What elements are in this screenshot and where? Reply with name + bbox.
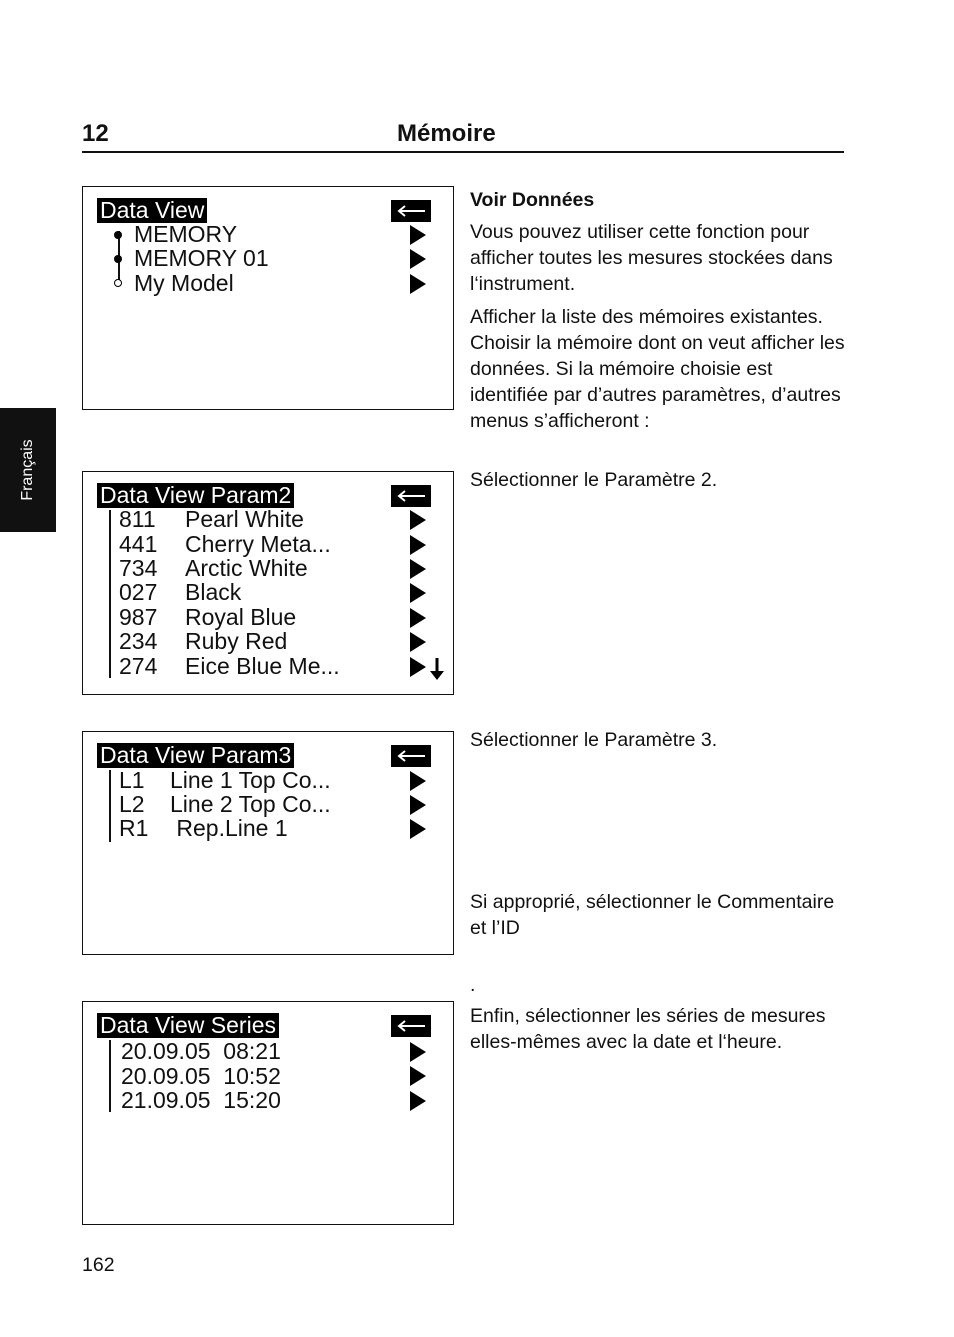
paragraph: Afficher la liste des mémoires existantes. Choisir la mémoire dont on veut afficher les données. Si la mémoire choisie est identifiée par d’autres paramètres, d’autres menus s’afficheront :: [470, 306, 845, 432]
param-label[interactable]: Line 2 Top Co...: [170, 791, 331, 817]
series-text: [470, 974, 845, 1055]
paragraph: Sélectionner le Paramètre 3.: [470, 729, 718, 751]
right-triangle-icon[interactable]: [410, 795, 426, 815]
list-item[interactable]: MEMORY: [134, 221, 238, 247]
filled-node-icon: [114, 255, 122, 263]
screen-data-view-param3: [82, 731, 454, 955]
page-title: Mémoire: [397, 120, 496, 147]
back-arrow-icon[interactable]: [391, 200, 431, 222]
param3-text: [470, 727, 845, 753]
screen-data-view-param2: [82, 471, 454, 695]
param2-text: [470, 467, 845, 493]
screen-title: Data View: [97, 198, 207, 223]
right-triangle-icon[interactable]: [410, 819, 426, 839]
param-label[interactable]: Ruby Red: [185, 628, 288, 654]
param-code: L2: [119, 791, 145, 817]
page-number: 162: [82, 1254, 115, 1276]
param-code: 027: [119, 579, 158, 605]
comment-text: [470, 889, 845, 941]
series-item[interactable]: 20.09.05 08:21: [121, 1038, 281, 1064]
section-heading: Voir Données: [470, 189, 595, 211]
screen-data-view-series: [82, 1001, 454, 1225]
param-label[interactable]: Cherry Meta...: [185, 531, 331, 557]
right-triangle-icon[interactable]: [410, 249, 426, 269]
down-arrow-icon[interactable]: [429, 657, 445, 686]
paragraph: Si approprié, sélectionner le Commentaire et l’ID: [470, 891, 835, 939]
paragraph: Vous pouvez utiliser cette fonction pour afficher toutes les mesures stockées dans l‘instrument.: [470, 221, 833, 295]
chapter-number: 12: [82, 120, 109, 147]
back-arrow-icon[interactable]: [391, 745, 431, 767]
intro-text: [470, 187, 845, 434]
right-triangle-icon[interactable]: [410, 632, 426, 652]
param-label[interactable]: Line 1 Top Co...: [170, 767, 331, 793]
param-code: 987: [119, 604, 158, 630]
param-code: 234: [119, 628, 158, 654]
param-code: 441: [119, 531, 158, 557]
screen-title: Data View Param2: [97, 483, 294, 508]
right-triangle-icon[interactable]: [410, 274, 426, 294]
right-triangle-icon[interactable]: [410, 1066, 426, 1086]
param-code: 274: [119, 653, 158, 679]
header-rule: [82, 151, 844, 153]
param-label[interactable]: Arctic White: [185, 555, 308, 581]
filled-node-icon: [114, 231, 122, 239]
paragraph: Enfin, sélectionner les séries de mesures elles-mêmes avec la date et l‘heure.: [470, 1005, 826, 1053]
screen-data-view: [82, 186, 454, 410]
right-triangle-icon[interactable]: [410, 583, 426, 603]
param-label[interactable]: Royal Blue: [185, 604, 297, 630]
series-item[interactable]: 20.09.05 10:52: [121, 1063, 281, 1089]
language-tab-label: Français: [19, 439, 36, 501]
paragraph-dot: .: [470, 974, 476, 996]
screen-title: Data View Param3: [97, 743, 294, 768]
hollow-node-icon: [114, 279, 122, 287]
list-bracket: [109, 1040, 111, 1112]
language-tab: [0, 408, 56, 532]
list-item[interactable]: My Model: [134, 270, 234, 296]
right-triangle-icon[interactable]: [410, 608, 426, 628]
param-label[interactable]: Rep.Line 1: [170, 815, 288, 841]
param-code: 734: [119, 555, 158, 581]
right-triangle-icon[interactable]: [410, 225, 426, 245]
param-code: R1: [119, 815, 149, 841]
param-code: 811: [119, 506, 156, 532]
list-bracket: [109, 770, 111, 842]
paragraph: Sélectionner le Paramètre 2.: [470, 469, 718, 491]
list-item[interactable]: MEMORY 01: [134, 245, 269, 271]
right-triangle-icon[interactable]: [410, 771, 426, 791]
param-label[interactable]: Black: [185, 579, 242, 605]
right-triangle-icon[interactable]: [410, 657, 426, 677]
back-arrow-icon[interactable]: [391, 485, 431, 507]
param-code: L1: [119, 767, 145, 793]
right-triangle-icon[interactable]: [410, 535, 426, 555]
right-triangle-icon[interactable]: [410, 1091, 426, 1111]
list-bracket: [109, 510, 111, 678]
right-triangle-icon[interactable]: [410, 510, 426, 530]
param-label[interactable]: Eice Blue Me...: [185, 653, 340, 679]
right-triangle-icon[interactable]: [410, 559, 426, 579]
screen-title: Data View Series: [97, 1013, 279, 1038]
param-label[interactable]: Pearl White: [185, 506, 304, 532]
back-arrow-icon[interactable]: [391, 1015, 431, 1037]
right-triangle-icon[interactable]: [410, 1042, 426, 1062]
series-item[interactable]: 21.09.05 15:20: [121, 1087, 281, 1113]
